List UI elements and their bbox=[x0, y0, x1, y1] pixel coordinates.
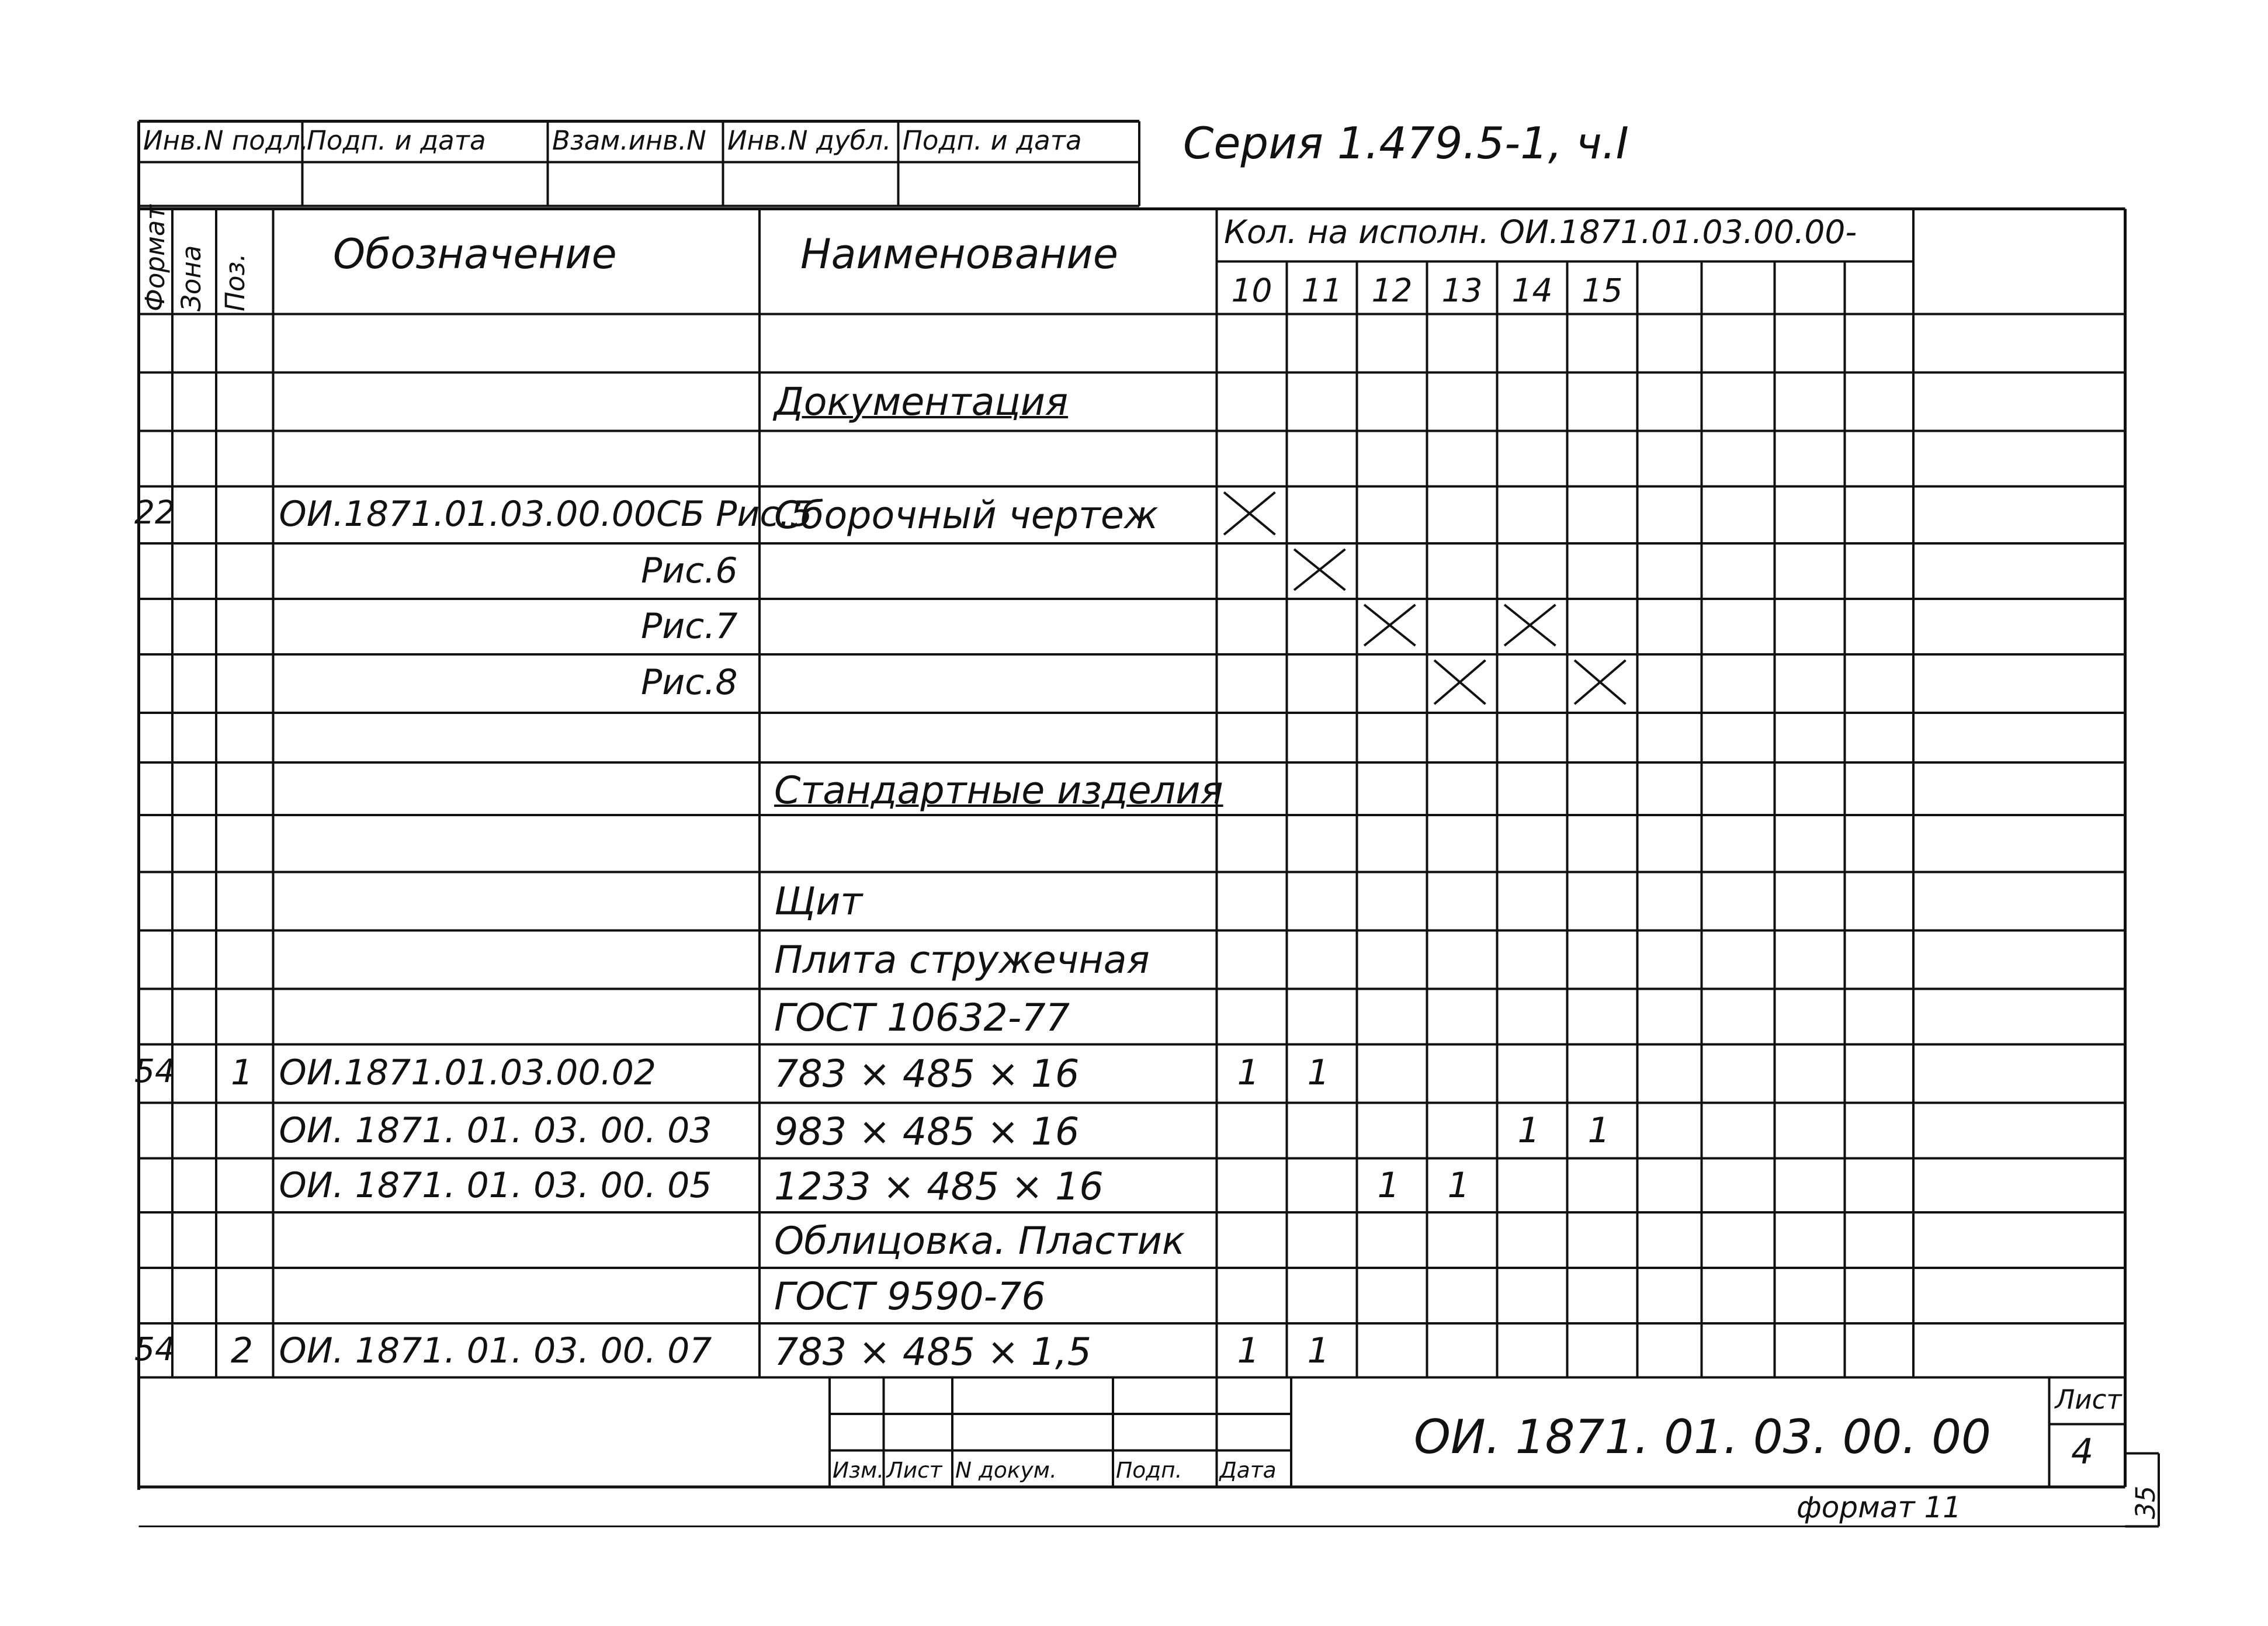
row-name: Облицовка. Пластик bbox=[774, 1219, 1185, 1264]
series-title: Серия 1.479.5-1, ч.I bbox=[1183, 117, 1629, 169]
row-name: Сборочный чертеж bbox=[774, 494, 1159, 538]
cross-mark bbox=[1294, 549, 1345, 590]
footer-format: формат 11 bbox=[1797, 1490, 1962, 1524]
row-pos: 2 bbox=[231, 1330, 254, 1371]
cross-mark bbox=[1575, 660, 1626, 704]
footer-label: Изм. bbox=[833, 1457, 885, 1483]
cross-mark bbox=[1364, 605, 1416, 646]
header-zone: Зона bbox=[176, 245, 207, 311]
header-variant-13: 13 bbox=[1441, 272, 1483, 309]
row-designation: ОИ. 1871. 01. 03. 00. 03 bbox=[279, 1110, 712, 1151]
stamp-label: Инв.N дубл. bbox=[727, 124, 892, 156]
header-designation: Обозначение bbox=[333, 230, 617, 278]
row-designation: Рис.7 bbox=[641, 606, 738, 647]
row-qty: 1 bbox=[1517, 1110, 1540, 1151]
row-name: 983 × 485 × 16 bbox=[774, 1110, 1080, 1154]
row-format: 22 bbox=[134, 494, 175, 532]
header-qty-title: Кол. на исполн. ОИ.1871.01.03.00.00- bbox=[1224, 213, 1857, 251]
header-variant-11: 11 bbox=[1301, 272, 1343, 309]
cross-mark bbox=[1224, 493, 1275, 535]
row-name: Щит bbox=[774, 879, 863, 924]
row-qty: 1 bbox=[1237, 1052, 1260, 1093]
header-variant-10: 10 bbox=[1231, 272, 1272, 309]
header-variant-14: 14 bbox=[1511, 272, 1553, 309]
row-qty: 1 bbox=[1307, 1052, 1330, 1093]
stamp-label: Инв.N подл. bbox=[143, 124, 309, 156]
header-variant-12: 12 bbox=[1371, 272, 1413, 309]
footer-side-number: 35 bbox=[2130, 1485, 2161, 1519]
header-pos: Поз. bbox=[220, 252, 251, 311]
row-designation: ОИ.1871.01.03.00.00СБ Рис.5 bbox=[279, 494, 813, 535]
row-qty: 1 bbox=[1587, 1110, 1610, 1151]
footer-label: Лист bbox=[886, 1457, 942, 1483]
row-designation: Рис.8 bbox=[641, 662, 738, 703]
footer-sheet-label: Лист bbox=[2055, 1384, 2122, 1415]
cross-mark bbox=[1434, 660, 1486, 704]
row-format: 54 bbox=[134, 1052, 175, 1090]
row-name: 783 × 485 × 1,5 bbox=[774, 1330, 1092, 1374]
stamp-label: Подп. и дата bbox=[307, 124, 486, 156]
row-designation: ОИ.1871.01.03.00.02 bbox=[279, 1052, 657, 1093]
row-name: 783 × 485 × 16 bbox=[774, 1052, 1080, 1096]
row-qty: 1 bbox=[1377, 1165, 1400, 1207]
header-format: Формат bbox=[139, 204, 171, 311]
cross-mark bbox=[1504, 605, 1556, 646]
row-designation: Рис.6 bbox=[641, 550, 738, 592]
row-name: ГОСТ 10632-77 bbox=[774, 996, 1070, 1040]
row-name: Плита стружечная bbox=[774, 938, 1150, 982]
row-name: ГОСТ 9590-76 bbox=[774, 1275, 1046, 1319]
row-name: Документация bbox=[774, 380, 1069, 424]
stamp-label: Взам.инв.N bbox=[552, 124, 706, 156]
row-format: 54 bbox=[134, 1330, 175, 1368]
footer-sheet-number: 4 bbox=[2071, 1431, 2094, 1472]
footer-label: Подп. bbox=[1116, 1457, 1182, 1483]
footer-label: N докум. bbox=[955, 1457, 1057, 1483]
row-name: Стандартные изделия bbox=[774, 769, 1223, 813]
footer-doc-number: ОИ. 1871. 01. 03. 00. 00 bbox=[1414, 1410, 1991, 1464]
row-qty: 1 bbox=[1307, 1330, 1330, 1371]
row-pos: 1 bbox=[231, 1052, 254, 1093]
stamp-label: Подп. и дата bbox=[903, 124, 1082, 156]
row-designation: ОИ. 1871. 01. 03. 00. 05 bbox=[279, 1165, 712, 1207]
row-qty: 1 bbox=[1237, 1330, 1260, 1371]
footer-label: Дата bbox=[1219, 1457, 1277, 1483]
header-variant-15: 15 bbox=[1582, 272, 1623, 309]
row-name: 1233 × 485 × 16 bbox=[774, 1165, 1104, 1209]
row-designation: ОИ. 1871. 01. 03. 00. 07 bbox=[279, 1330, 712, 1371]
row-qty: 1 bbox=[1447, 1165, 1470, 1207]
header-name: Наименование bbox=[800, 230, 1118, 278]
